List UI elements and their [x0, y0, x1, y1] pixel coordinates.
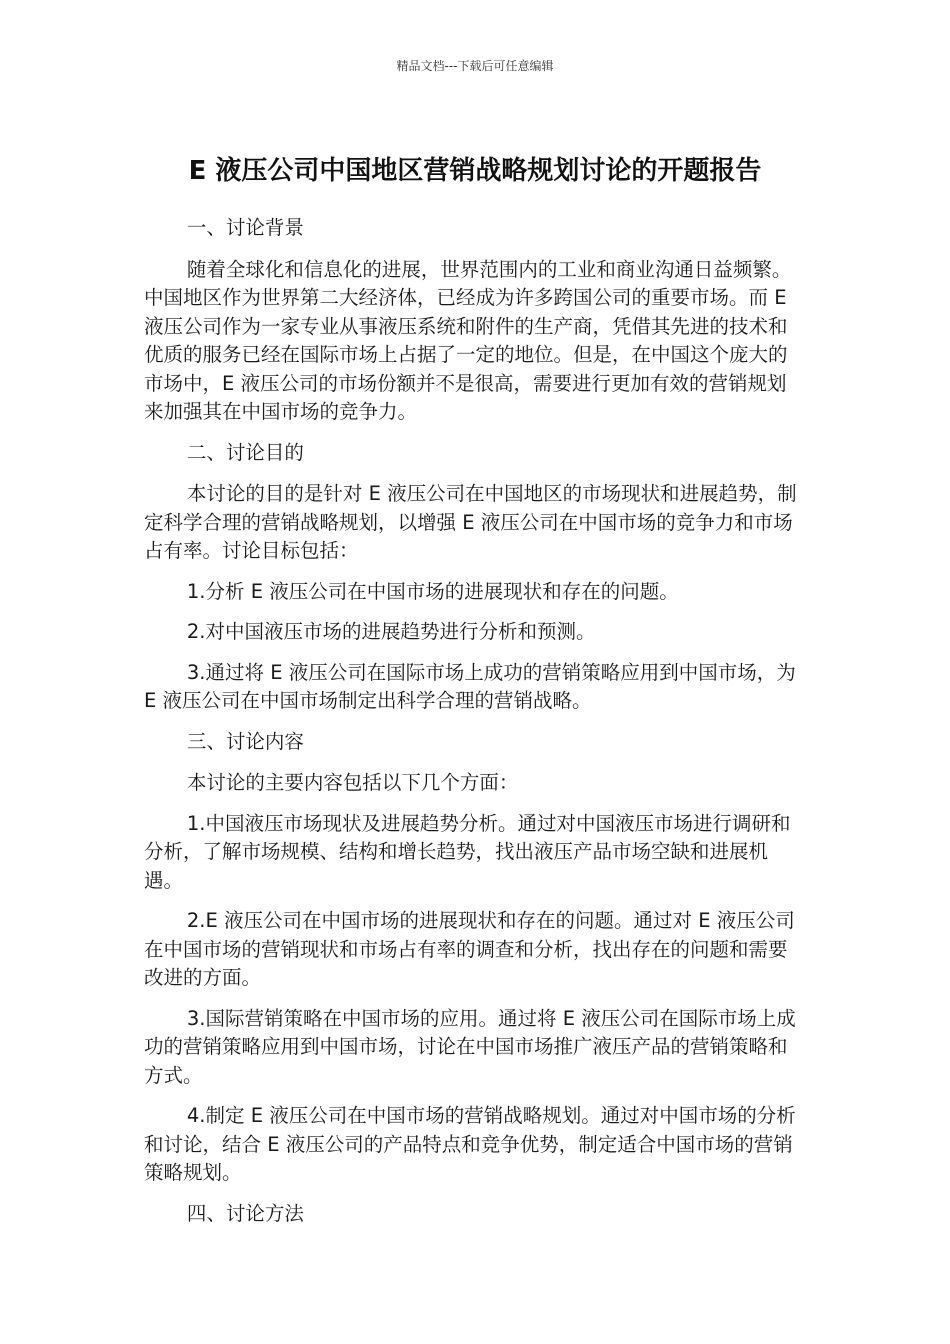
purpose-item: 2.对中国液压市场的进展趋势进行分析和预测。	[186, 620, 596, 643]
section-heading-method: 四、讨论方法	[186, 1201, 304, 1225]
document-title: E 液压公司中国地区营销战略规划讨论的开题报告	[188, 156, 762, 187]
section-heading-purpose: 二、讨论目的	[186, 440, 304, 464]
content-item: 3.国际营销策略在中国市场的应用。通过将 E 液压公司在国际市场上成功的营销策略应用到中国市场，讨论在中国市场推广液压产品的营销策略和方式。	[144, 1006, 796, 1087]
background-paragraph: 随着全球化和信息化的进展，世界范围内的工业和商业沟通日益频繁。中国地区作为世界第二大经济体，已经成为许多跨国公司的重要市场。而 E 液压公司作为一家专业从事液压系统和附件的生产商，凭借其先进的技术和优质的服务已经在国际市场上占据了一定的地位。但是，在中国这个庞大的市场中，E 液压公司的市场份额并不是很高，需要进行更加有效的营销规划来加强其在中国市场的竞争力。	[144, 257, 792, 423]
content-item: 2.E 液压公司在中国市场的进展现状和存在的问题。通过对 E 液压公司在中国市场的营销现状和市场占有率的调查和分析，找出存在的问题和需要改进的方面。	[144, 909, 795, 989]
content-item: 4.制定 E 液压公司在中国市场的营销战略规划。通过对中国市场的分析和讨论，结合 E 液压公司的产品特点和竞争优势，制定适合中国市场的营销策略规划。	[144, 1104, 796, 1184]
content-intro: 本讨论的主要内容包括以下几个方面：	[186, 771, 519, 794]
purpose-paragraph: 本讨论的目的是针对 E 液压公司在中国地区的市场现状和进展趋势，制定科学合理的营销战略规划，以增强 E 液压公司在中国市场的竞争力和市场占有率。讨论目标包括：	[144, 482, 797, 562]
section-heading-content: 三、讨论内容	[186, 729, 304, 753]
purpose-item: 3.通过将 E 液压公司在国际市场上成功的营销策略应用到中国市场，为 E 液压公司在中国市场制定出科学合理的营销战略。	[144, 660, 796, 712]
section-heading-background: 一、讨论背景	[186, 216, 304, 239]
document-body	[144, 214, 806, 1241]
purpose-item: 1.分析 E 液压公司在中国市场的进展现状和存在的问题。	[186, 579, 679, 603]
content-item: 1.中国液压市场现状及进展趋势分析。通过对中国液压市场进行调研和分析，了解市场规模、结构和增长趋势，找出液压产品市场空缺和进展机遇。	[144, 811, 791, 892]
page-header-note: 精品文档---下载后可任意编辑	[396, 59, 554, 73]
